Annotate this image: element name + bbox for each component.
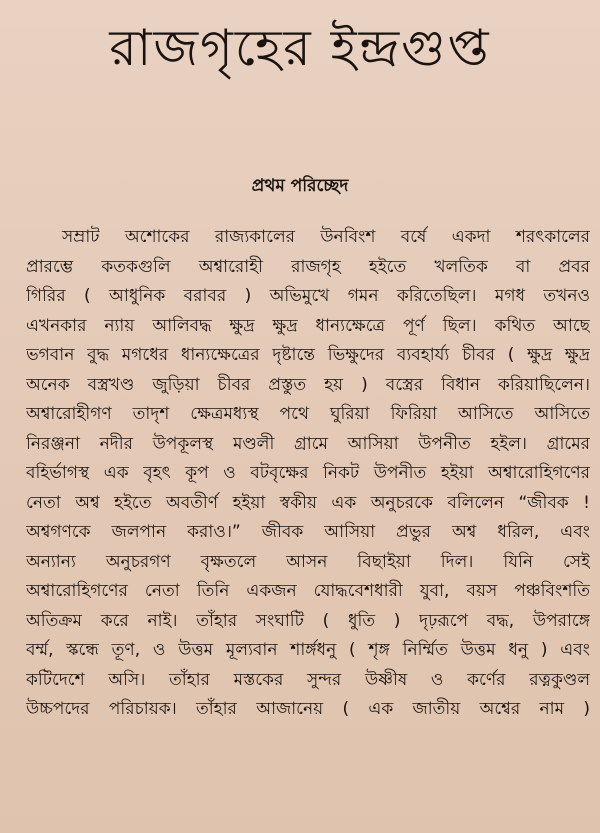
chapter-heading: প্রথম পরিচ্ছেদ xyxy=(251,176,349,196)
text-line: বর্ম্ম, স্কন্ধে তূণ, ও উত্তম মূল্যবান শার্ঙ্গধনু ( শৃঙ্গ নির্ম্মিত উত্তম ধনু ) এবং xyxy=(26,640,590,660)
text-line: অশ্বগণকে জলপান করাও।” জীবক আসিয়া প্রভুর অশ্ব ধরিল, এবং xyxy=(26,522,590,542)
body-paragraph xyxy=(26,223,590,725)
text-line: বহির্ভাগস্থ এক বৃহৎ কূপ ও বটবৃক্ষের নিকট উপনীত হইয়া অশ্বারোহিগণের xyxy=(26,463,590,483)
text-line: ভগবান বুদ্ধ মগধের ধান্যক্ষেত্রের দৃষ্টান্তে ভিক্ষুদের ব্যবহার্য্য চীবর ( ক্ষুদ্র ক্ষুদ্র xyxy=(26,345,590,365)
text-line: অশ্বারোহীগণ তাদৃশ ক্ষেত্রমধ্যস্থ পথে ঘুরিয়া ফিরিয়া আসিতে আসিতে xyxy=(26,404,590,424)
text-line: নেতা অশ্ব হইতে অবতীর্ণ হইয়া স্বকীয় এক অনুচরকে বলিলেন “জীবক ! xyxy=(26,492,590,513)
text-line: গিরির ( আধুনিক বরাবর ) অভিমুখে গমন করিতেছিল। মগধ তখনও xyxy=(26,286,590,306)
page-title: রাজগৃহের ইন্দ্রগুপ্ত xyxy=(109,19,491,77)
text-line: এখনকার ন্যায় আলিবদ্ধ ক্ষুদ্র ক্ষুদ্র ধান্যক্ষেত্রে পূর্ণ ছিল। কথিত আছে xyxy=(26,315,590,336)
text-line: প্রারম্ভে কতকগুলি অশ্বারোহী রাজগৃহ হইতে খলতিক বা প্রবর xyxy=(26,256,590,277)
text-line: কটিদেশে অসি। তাঁহার মস্তকের সুন্দর উষ্ণীষ ও কর্ণের রত্নকুণ্ডল xyxy=(26,669,590,690)
text-line: সম্রাট অশোকের রাজ্যকালের উনবিংশ বর্ষে একদা শরৎকালের xyxy=(62,227,590,247)
text-line: অন্যান্য অনুচরগণ বৃক্ষতলে আসন বিছাইয়া দিল। যিনি সেই xyxy=(26,551,590,572)
text-line: অনেক বস্ত্রখণ্ড জুড়িয়া চীবর প্রস্তুত হয় ) বস্ত্রের বিধান করিয়াছিলেন। xyxy=(26,374,590,395)
text-line: উচ্চপদের পরিচায়ক। তাঁহার আজানেয় ( এক জাতীয় অশ্বের নাম ) xyxy=(26,699,590,719)
text-line: অশ্বারোহিগণের নেতা তিনি একজন যোদ্ধবেশধারী যুবা, বয়স পঞ্চবিংশতি xyxy=(26,581,590,601)
text-line: নিরঞ্জনা নদীর উপকূলস্থ মণ্ডলী গ্রামে আসিয়া উপনীত হইল। গ্রামের xyxy=(26,433,590,454)
text-line: অতিক্রম করে নাই। তাঁহার সংঘাটি ( ধুতি ) দৃঢ়রূপে বদ্ধ, উপরাঙ্গে xyxy=(26,610,590,631)
